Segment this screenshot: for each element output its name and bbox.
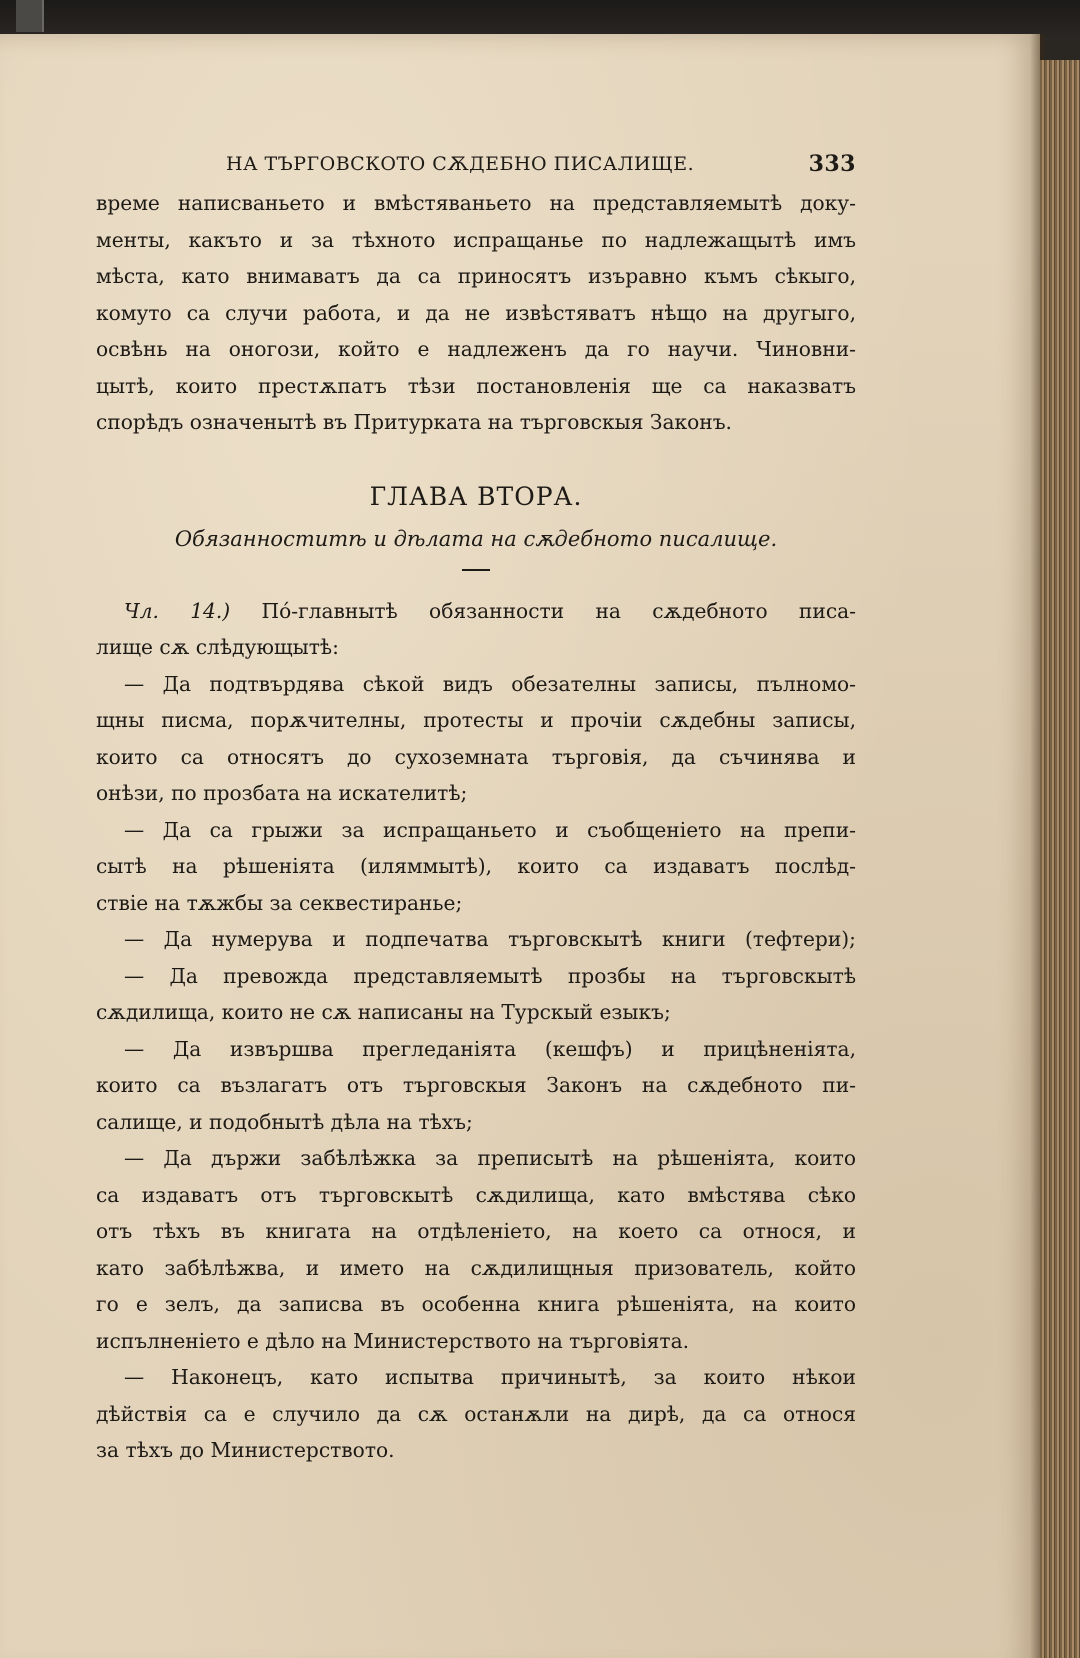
- article-first-line: [96, 593, 856, 630]
- text-line: щны писма, порѫчителны, протесты и прочіи сѫдебны записы,: [96, 708, 856, 732]
- text-line: като забѣлѣжва, и името на сѫдилищныя призователь, който: [96, 1255, 856, 1280]
- book-clip-mark: [16, 0, 44, 32]
- text-line: са издаватъ отъ търговскытѣ сѫдилища, като вмѣстява сѣко: [96, 1182, 856, 1207]
- text-line: време написваньето и вмѣстяваньето на представляемытѣ доку-: [96, 191, 856, 215]
- text-line: дѣйствія са е случило да сѫ останѫли на дирѣ, да са относя: [96, 1401, 856, 1426]
- article-number: Чл. 14.): [124, 598, 231, 623]
- section-divider: [462, 569, 490, 571]
- text-line: ствіе на тѫжбы за секвестиранье;: [96, 890, 463, 915]
- list-item-line: — Да подтвърдява сѣкой видъ обезателны записы, пълномо-: [124, 671, 856, 696]
- text-line: които са относятъ до сухоземната търговія, да съчинява и: [96, 744, 856, 769]
- chapter-title: ГЛАВА ВТОРА.: [369, 481, 583, 511]
- intro-paragraph: [96, 185, 856, 441]
- page-text: [96, 145, 856, 1469]
- running-title: НА ТЪРГОВСКОТО СѪДЕБНО ПИСАЛИЩЕ.: [226, 153, 695, 175]
- list-item-line: — Наконецъ, като испытва причинытѣ, за които нѣкои: [124, 1365, 856, 1389]
- text-line: които са възлагатъ отъ търговскыя Законъ на сѫдебното пи-: [96, 1073, 856, 1097]
- text-line: онѣзи, по прозбата на искателитѣ;: [96, 781, 468, 805]
- text-line: менты, какъто и за тѣхното испращанье по надлежащытѣ имъ: [96, 227, 856, 252]
- text-line: лище сѫ слѣдующытѣ:: [96, 635, 339, 659]
- text-line: салище, и подобнытѣ дѣла на тѣхъ;: [96, 1109, 473, 1134]
- list-item-line: — Да държи забѣлѣжка за преписытѣ на рѣшеніята, които: [124, 1146, 856, 1170]
- text-line: отъ тѣхъ въ книгата на отдѣленіето, на което са относя, и: [96, 1219, 856, 1243]
- book-page-edges: [1040, 60, 1080, 1658]
- article-lead: По́-главнытѣ обязанности на сѫдебното писа-: [230, 598, 856, 623]
- text-line: освѣнь на оногози, който е надлеженъ да го научи. Чиновни-: [96, 337, 856, 361]
- running-header: [96, 145, 856, 185]
- text-line: за тѣхъ до Министерството.: [96, 1438, 395, 1462]
- page-number: 333: [808, 151, 856, 177]
- text-line: го е зелъ, да записва въ особенна книга рѣшеніята, на които: [96, 1292, 856, 1316]
- text-line: мѣста, като внимаватъ да са приносятъ изъравно къмъ сѣкыго,: [96, 264, 856, 288]
- article-14: [96, 593, 856, 1469]
- list-item-line: — Да нумерува и подпечатва търговскытѣ книги (тефтери);: [124, 927, 856, 951]
- text-line: сѫдилища, които не сѫ написаны на Турскый езыкъ;: [96, 1000, 671, 1024]
- text-line: комуто са случи работа, и да не извѣстяватъ нѣщо на другыго,: [96, 300, 856, 325]
- text-line: сытѣ на рѣшеніята (иляммытѣ), които са издаватъ послѣд-: [96, 854, 856, 878]
- chapter-subtitle: Обязанноститѣ и дѣлата на сѫдебното писалище.: [174, 526, 778, 551]
- list-item-line: — Да са грыжи за испращаньето и съобщеніето на препи-: [124, 817, 856, 842]
- list-item-line: — Да извършва прегледаніята (кешфъ) и прицѣненіята,: [124, 1036, 856, 1061]
- text-line: цытѣ, които престѫпатъ тѣзи постановленія ще са наказватъ: [96, 373, 856, 398]
- list-item-line: — Да превожда представляемытѣ прозбы на търговскытѣ: [124, 963, 856, 988]
- text-line: испълненіето е дѣло на Министерството на търговіята.: [96, 1328, 690, 1353]
- text-line: спорѣдъ означенытѣ въ Притурката на търговскыя Законъ.: [96, 410, 732, 434]
